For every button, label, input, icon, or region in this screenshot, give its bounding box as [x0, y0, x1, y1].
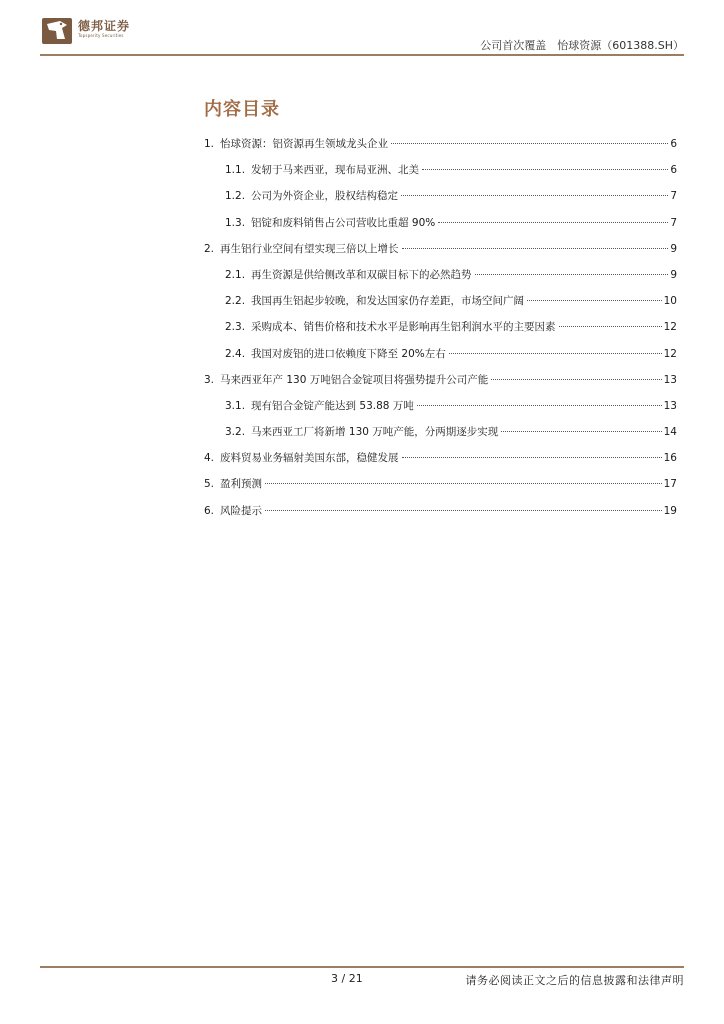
toc-dot-leader	[438, 222, 668, 223]
toc-entry[interactable]	[204, 293, 677, 319]
logo-emblem-icon	[40, 12, 74, 46]
toc-entry-number: 2.3.	[225, 321, 246, 334]
page-header	[0, 0, 724, 60]
toc-entry-title: 我国再生铝起步较晚，和发达国家仍存差距，市场空间广阔	[251, 295, 525, 308]
toc-entry-page: 12	[663, 347, 677, 360]
toc-entry-title: 公司为外资企业，股权结构稳定	[251, 190, 399, 203]
toc-entry[interactable]	[204, 398, 677, 424]
toc-entry-title: 铝锭和废料销售占公司营收比重超 90%	[251, 216, 436, 229]
toc-entry-title: 采购成本、销售价格和技术水平是影响再生铝利润水平的主要因素	[251, 321, 556, 334]
toc-entry-page: 13	[663, 373, 677, 386]
toc-entry[interactable]	[204, 346, 677, 372]
footer-disclaimer: 请务必阅读正文之后的信息披露和法律声明	[465, 974, 684, 987]
toc-entry-title: 我国对废铝的进口依赖度下降至 20%左右	[251, 347, 446, 360]
toc-entry-title: 现有铝合金锭产能达到 53.88 万吨	[251, 399, 414, 412]
toc-entry-title: 马来西亚工厂将新增 130 万吨产能，分两期逐步实现	[251, 426, 499, 439]
toc-entry[interactable]	[204, 188, 677, 214]
toc-entry-number: 1.1.	[225, 164, 246, 177]
toc-dot-leader	[401, 195, 668, 196]
toc-dot-leader	[402, 248, 669, 249]
toc-entry-title: 废料贸易业务辐射美国东部，稳健发展	[220, 452, 399, 465]
header-divider	[40, 54, 684, 56]
toc-dot-leader	[501, 431, 661, 432]
toc-entry-number: 1.3.	[225, 216, 246, 229]
toc-entry-number: 3.1.	[225, 399, 246, 412]
toc-entry-number: 5.	[204, 478, 215, 491]
toc-entry-number: 6.	[204, 504, 215, 517]
toc-dot-leader	[559, 326, 662, 327]
toc-entry-title: 再生铝行业空间有望实现三倍以上增长	[220, 242, 399, 255]
toc-entry-page: 9	[670, 242, 677, 255]
toc-entry-title: 再生资源是供给侧改革和双碳目标下的必然趋势	[251, 268, 472, 281]
toc-entry-number: 1.	[204, 138, 215, 150]
footer-divider	[40, 966, 684, 968]
toc-entry[interactable]	[204, 476, 677, 502]
toc-entry-page: 9	[670, 268, 677, 281]
toc-entry[interactable]	[204, 267, 677, 293]
toc-entry-number: 2.1.	[225, 268, 246, 281]
toc-entry[interactable]	[204, 241, 677, 267]
toc-entry-page: 12	[663, 321, 677, 334]
toc-dot-leader	[449, 353, 662, 354]
toc-dot-leader	[422, 169, 668, 170]
company-logo	[40, 12, 130, 46]
toc-dot-leader	[417, 405, 662, 406]
toc-entry-title: 怡球资源：铝资源再生领域龙头企业	[220, 138, 389, 150]
toc-entry-page: 7	[670, 216, 677, 229]
toc-dot-leader	[391, 143, 668, 144]
toc-entry-page: 19	[663, 504, 677, 517]
toc-entry-page: 6	[670, 164, 677, 177]
toc-dot-leader	[491, 379, 661, 380]
toc-entry-number: 3.	[204, 373, 215, 386]
toc-entry[interactable]	[204, 215, 677, 241]
toc-dot-leader	[265, 510, 662, 511]
toc-entry[interactable]	[204, 162, 677, 188]
toc-entry-page: 7	[670, 190, 677, 203]
toc-entry-number: 3.2.	[225, 426, 246, 439]
toc-entry-title: 发轫于马来西亚，现布局亚洲、北美	[251, 164, 420, 177]
logo-name-cn: 德邦证券	[78, 19, 131, 33]
toc-entry-number: 2.	[204, 242, 215, 255]
toc-entry-title: 盈利预测	[220, 478, 263, 491]
toc-dot-leader	[265, 483, 662, 484]
toc-entry-page: 16	[663, 452, 677, 465]
toc-entry[interactable]	[204, 424, 677, 450]
toc-entry-number: 4.	[204, 452, 215, 465]
logo-name-en: Topsperity Securities	[78, 33, 124, 38]
toc-entry-number: 2.4.	[225, 347, 246, 360]
toc-entry-page: 14	[663, 426, 677, 439]
toc-title: 内容目录	[204, 99, 280, 120]
toc-entry-page: 6	[670, 138, 677, 150]
toc-entry[interactable]	[204, 319, 677, 345]
toc-entry[interactable]	[204, 503, 677, 529]
toc-dot-leader	[475, 274, 669, 275]
toc-entry-number: 2.2.	[225, 295, 246, 308]
toc-entry-page: 13	[663, 399, 677, 412]
toc-dot-leader	[402, 457, 662, 458]
table-of-contents	[204, 136, 677, 529]
toc-entry-page: 10	[663, 295, 677, 308]
page-number: 3 / 21	[331, 972, 363, 985]
toc-entry-number: 1.2.	[225, 190, 246, 203]
toc-entry-page: 17	[663, 478, 677, 491]
toc-dot-leader	[527, 300, 662, 301]
toc-entry-title: 风险提示	[220, 504, 263, 517]
report-tag: 公司首次覆盖 怡球资源（601388.SH）	[480, 39, 684, 52]
toc-entry[interactable]	[204, 372, 677, 398]
toc-entry[interactable]	[204, 136, 677, 162]
toc-entry-title: 马来西亚年产 130 万吨铝合金锭项目将强势提升公司产能	[220, 373, 489, 386]
toc-entry[interactable]	[204, 450, 677, 476]
